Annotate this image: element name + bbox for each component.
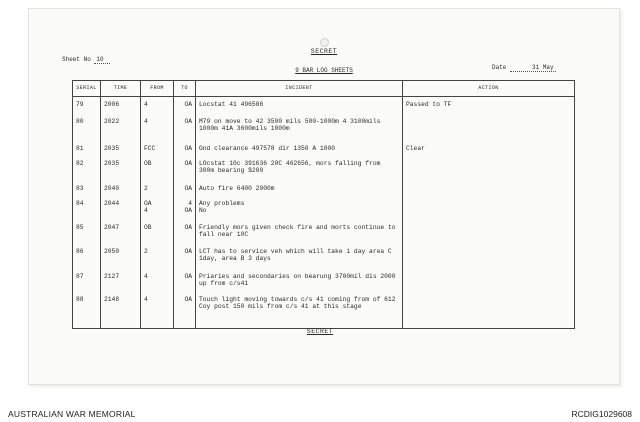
cell-serial: 79	[73, 97, 101, 117]
cell-incident: Gnd clearance 497578 dir 1350 A 1000	[196, 144, 403, 159]
cell-time: 2006	[101, 97, 141, 117]
cell-to: OA	[174, 117, 196, 144]
col-header-action: ACTION	[403, 81, 575, 97]
cell-serial: 87	[73, 272, 101, 295]
table-header-row	[73, 81, 575, 97]
table-row	[73, 247, 575, 272]
sheet-number	[62, 56, 110, 63]
cell-serial: 84	[73, 199, 101, 223]
cell-from: OA 4	[141, 199, 174, 223]
cell-time: 2148	[101, 295, 141, 329]
cell-to: OA	[174, 247, 196, 272]
cell-from: 4	[141, 272, 174, 295]
cell-action	[403, 223, 575, 247]
col-header-to: TO	[174, 81, 196, 97]
cell-to: OA	[174, 272, 196, 295]
cell-incident: Locstat 41 496586	[196, 97, 403, 117]
date-label: Date	[492, 64, 507, 71]
cell-action: Clear	[403, 144, 575, 159]
cell-to: OA	[174, 97, 196, 117]
table-row	[73, 272, 575, 295]
cell-from: 4	[141, 97, 174, 117]
cell-time: 2035	[101, 144, 141, 159]
cell-time: 2022	[101, 117, 141, 144]
cell-serial: 85	[73, 223, 101, 247]
cell-from: 2	[141, 247, 174, 272]
cell-serial: 80	[73, 117, 101, 144]
cell-to: 4 OA	[174, 199, 196, 223]
cell-incident: Priaries and secondaries on bearung 3700mil dis 2000 up from c/s41	[196, 272, 403, 295]
cell-incident: M79 on move to 42 3500 mils 500-1000m 4 3100mils 1000m 41A 3600mils 1000m	[196, 117, 403, 144]
cell-incident: Auto fire 6400 2000m	[196, 184, 403, 199]
log-title: 9 BAR LOG SHEETS	[295, 67, 353, 74]
date-value: 31 May	[510, 64, 556, 72]
table-row	[73, 295, 575, 329]
cell-from: 2	[141, 184, 174, 199]
cell-incident: Touch light moving towards c/s 41 coming from of 612 Coy post 150 mils from c/s 41 at this stage	[196, 295, 403, 329]
cell-from: 4	[141, 295, 174, 329]
cell-to: OA	[174, 223, 196, 247]
cell-incident: Any problems No	[196, 199, 403, 223]
cell-action	[403, 159, 575, 184]
table-row	[73, 144, 575, 159]
cell-to: OA	[174, 184, 196, 199]
cell-to: OA	[174, 295, 196, 329]
cell-serial: 82	[73, 159, 101, 184]
classification-top: SECRET	[310, 48, 338, 55]
record-id: RCDIG1029608	[571, 409, 632, 419]
cell-time: 2050	[101, 247, 141, 272]
col-header-from: FROM	[141, 81, 174, 97]
cell-to: OA	[174, 144, 196, 159]
cell-action: Passed to TF	[403, 97, 575, 117]
log-table	[72, 80, 575, 329]
cell-action	[403, 247, 575, 272]
cell-time: 2047	[101, 223, 141, 247]
table-row	[73, 223, 575, 247]
cell-from: 4	[141, 117, 174, 144]
cell-action	[403, 184, 575, 199]
cell-from: OB	[141, 223, 174, 247]
col-header-serial: SERIAL	[73, 81, 101, 97]
cell-to: OA	[174, 159, 196, 184]
col-header-incident: INCIDENT	[196, 81, 403, 97]
cell-incident: LOcstat 10c 391636 20C 462656, mors falling from 300m bearing $200	[196, 159, 403, 184]
cell-action	[403, 272, 575, 295]
sheet-number-label: Sheet No	[62, 56, 91, 63]
table-row	[73, 184, 575, 199]
institution-credit: AUSTRALIAN WAR MEMORIAL	[8, 409, 136, 419]
cell-action	[403, 117, 575, 144]
cell-from: OB	[141, 159, 174, 184]
cell-from: FCC	[141, 144, 174, 159]
table-row	[73, 159, 575, 184]
sheet-number-value: 10	[94, 56, 109, 64]
cell-serial: 88	[73, 295, 101, 329]
classification-bottom: SECRET	[306, 328, 334, 335]
cell-serial: 83	[73, 184, 101, 199]
cell-incident: LCT has to service veh which will take i day area C 1day, area B 3 days	[196, 247, 403, 272]
table-row	[73, 199, 575, 223]
cell-serial: 86	[73, 247, 101, 272]
cell-action	[403, 295, 575, 329]
table-row	[73, 117, 575, 144]
cell-time: 2127	[101, 272, 141, 295]
table-row	[73, 97, 575, 117]
cell-incident: Friendly mors given check fire and morts continue to fall near 10C	[196, 223, 403, 247]
cell-time: 2040	[101, 184, 141, 199]
punch-hole	[320, 38, 329, 47]
cell-time: 2044	[101, 199, 141, 223]
col-header-time: TIME	[101, 81, 141, 97]
cell-time: 2035	[101, 159, 141, 184]
date-field	[492, 64, 556, 71]
cell-action	[403, 199, 575, 223]
cell-serial: 81	[73, 144, 101, 159]
